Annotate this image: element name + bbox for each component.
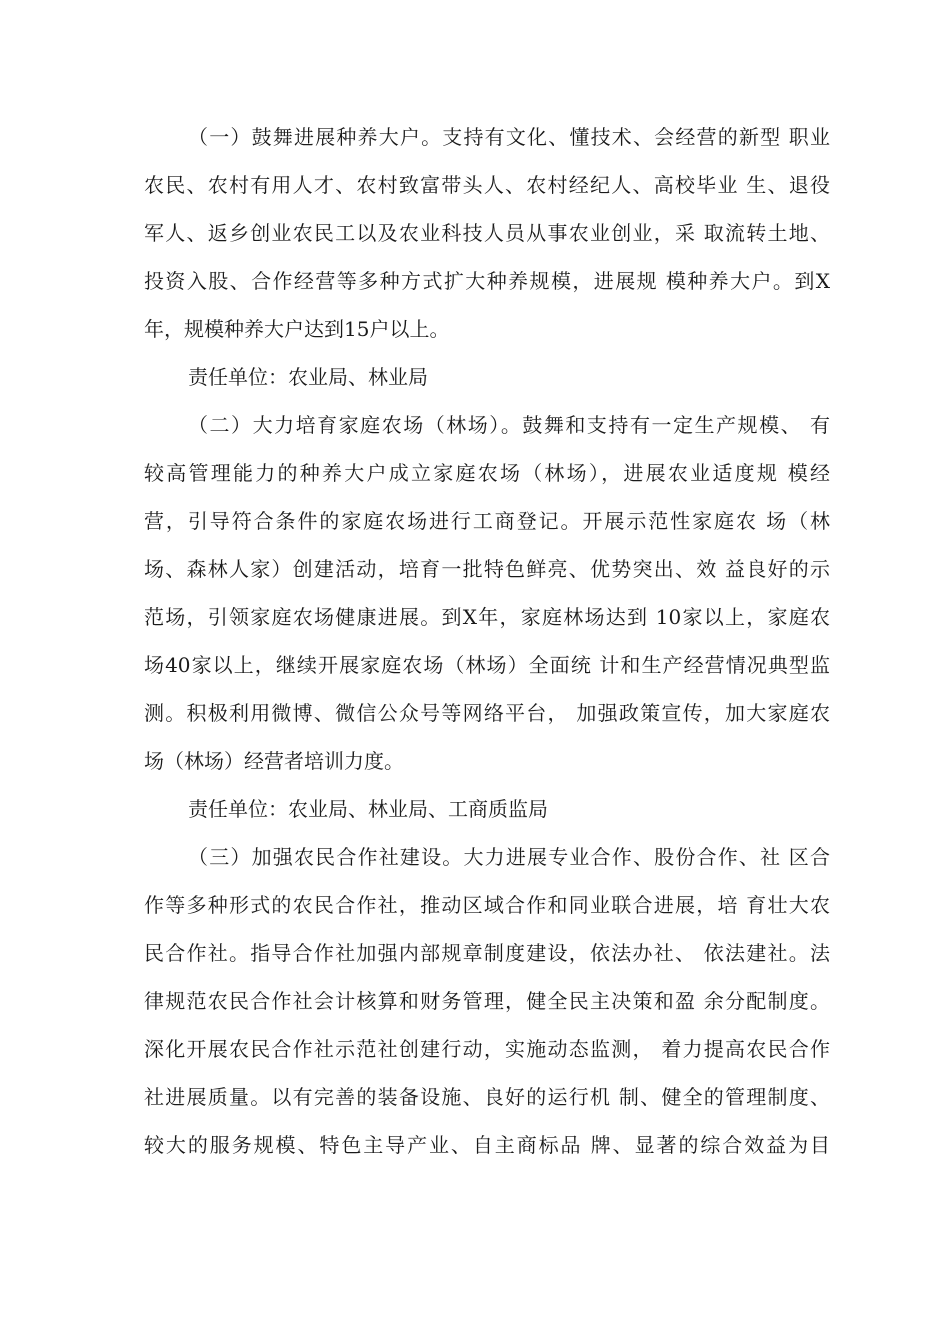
responsibility-line: 责任单位：农业局、林业局: [188, 365, 428, 389]
text-line: 深化开展农民合作社示范社创建行动，实施动态监测， 着力提高农民合作: [144, 1037, 830, 1061]
text-line: （一）鼓舞进展种养大户。支持有文化、懂技术、会经营的新型 职业: [188, 125, 830, 149]
text-line: 场40家以上，继续开展家庭农场（林场）全面统 计和生产经营情况典型监: [144, 653, 830, 677]
text-line: 场（林场）经营者培训力度。: [144, 749, 404, 773]
text-line: 民合作社。指导合作社加强内部规章制度建设，依法办社、 依法建社。法: [144, 941, 830, 965]
text-line: （二）大力培育家庭农场（林场）。鼓舞和支持有一定生产规模、 有: [188, 413, 830, 437]
text-line: 投资入股、合作经营等多种方式扩大种养规模，进展规 模种养大户。到X: [144, 269, 830, 293]
text-line: 较大的服务规模、特色主导产业、自主商标品 牌、显著的综合效益为目: [144, 1133, 830, 1157]
responsibility-2: [144, 785, 830, 833]
text-line: 较高管理能力的种养大户成立家庭农场（林场），进展农业适度规 模经: [144, 461, 830, 485]
responsibility-line: 责任单位：农业局、林业局、工商质监局: [188, 797, 548, 821]
responsibility-1: [144, 353, 830, 401]
text-line: 年，规模种养大户达到15户以上。: [144, 317, 450, 341]
paragraph-2: [144, 401, 830, 785]
paragraph-1: [144, 113, 830, 353]
text-line: （三）加强农民合作社建设。大力进展专业合作、股份合作、社 区合: [188, 845, 830, 869]
text-line: 范场，引领家庭农场健康进展。到X年，家庭林场达到 10家以上，家庭农: [144, 605, 830, 629]
text-line: 军人、返乡创业农民工以及农业科技人员从事农业创业，采 取流转土地、: [144, 221, 830, 245]
paragraph-3: [144, 833, 830, 1169]
text-line: 测。积极利用微博、微信公众号等网络平台， 加强政策宣传，加大家庭农: [144, 701, 830, 725]
text-line: 场、森林人家）创建活动，培育一批特色鲜亮、优势突出、效 益良好的示: [144, 557, 830, 581]
text-line: 作等多种形式的农民合作社，推动区域合作和同业联合进展，培 育壮大农: [144, 893, 830, 917]
document-body: [144, 113, 830, 1169]
text-line: 社进展质量。以有完善的装备设施、良好的运行机 制、健全的管理制度、: [144, 1085, 830, 1109]
text-line: 农民、农村有用人才、农村致富带头人、农村经纪人、高校毕业 生、退役: [144, 173, 830, 197]
text-line: 律规范农民合作社会计核算和财务管理，健全民主决策和盈 余分配制度。: [144, 989, 830, 1013]
text-line: 营，引导符合条件的家庭农场进行工商登记。开展示范性家庭农 场（林: [144, 509, 830, 533]
